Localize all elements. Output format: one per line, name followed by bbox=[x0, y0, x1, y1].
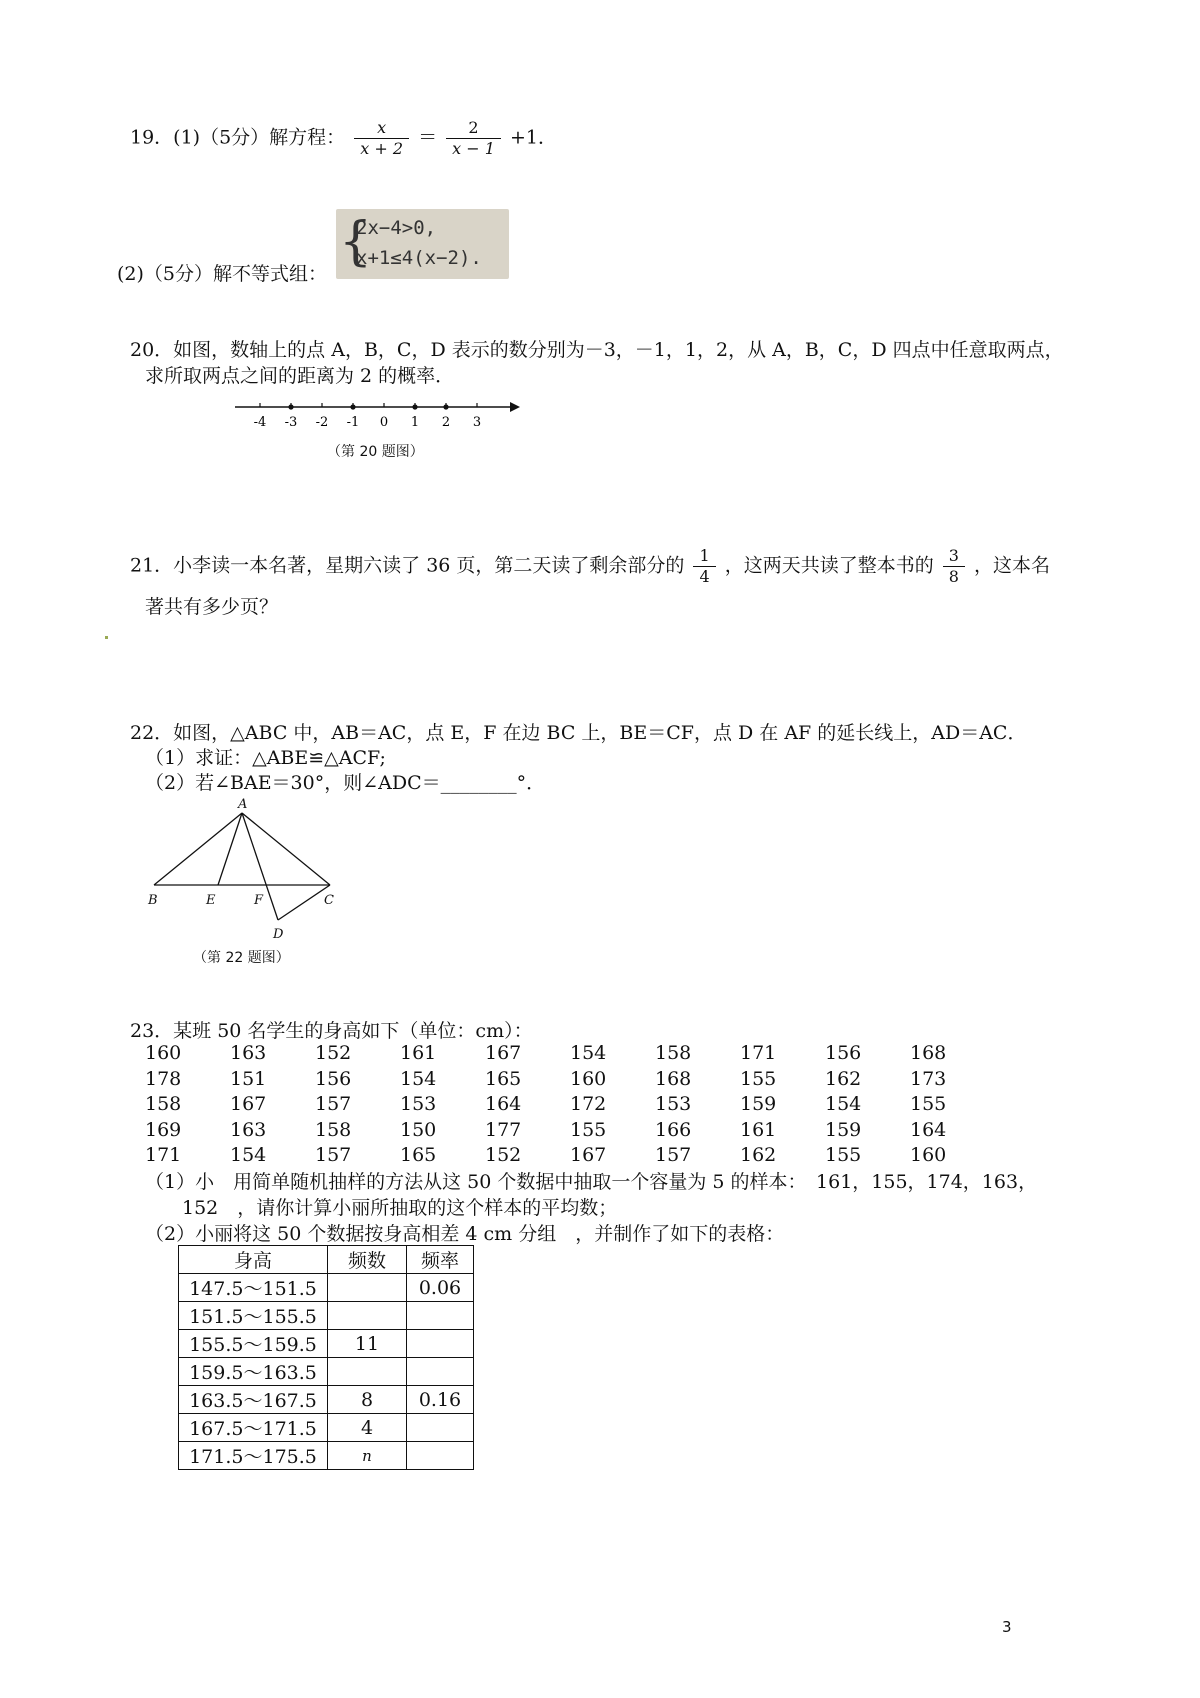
q19-tail: +1． bbox=[509, 126, 557, 149]
data-value: 162 bbox=[825, 1067, 862, 1090]
data-value: 160 bbox=[910, 1144, 947, 1166]
table-row bbox=[179, 1442, 474, 1470]
table-cell: 167.5～171.5 bbox=[179, 1414, 328, 1442]
q22-caption: （第 22 题图） bbox=[193, 950, 290, 966]
height-data-rows bbox=[145, 1041, 995, 1169]
data-value: 153 bbox=[400, 1093, 437, 1115]
tick-label: -4 bbox=[253, 415, 267, 430]
data-value: 160 bbox=[570, 1067, 607, 1090]
data-value: 158 bbox=[315, 1118, 352, 1141]
data-value: 159 bbox=[825, 1118, 862, 1141]
q19-frac1-numerator: x bbox=[354, 118, 409, 139]
data-value: 167 bbox=[230, 1093, 267, 1115]
number-line-arrow-icon bbox=[510, 402, 520, 412]
data-value: 169 bbox=[145, 1118, 182, 1141]
data-value: 155 bbox=[910, 1093, 947, 1115]
data-row bbox=[145, 1118, 995, 1144]
table-cell: 0.06 bbox=[407, 1274, 474, 1302]
brace-icon: { bbox=[339, 212, 373, 272]
data-value: 171 bbox=[145, 1144, 182, 1166]
data-row bbox=[145, 1041, 995, 1067]
q19-frac2-numerator: 2 bbox=[446, 118, 501, 139]
table-cell bbox=[407, 1358, 474, 1386]
data-value: 161 bbox=[400, 1042, 437, 1064]
table-cell: 11 bbox=[328, 1330, 407, 1358]
table-cell: 171.5～175.5 bbox=[179, 1442, 328, 1470]
q21-middle: ，这两天共读了整本书的 bbox=[724, 554, 934, 577]
data-value: 168 bbox=[655, 1067, 692, 1090]
table-cell: 8 bbox=[328, 1386, 407, 1414]
data-value: 167 bbox=[570, 1144, 607, 1166]
frequency-table-body bbox=[179, 1274, 474, 1470]
q21-frac2-denominator: 8 bbox=[948, 567, 959, 586]
data-value: 165 bbox=[485, 1067, 522, 1090]
segment-ae bbox=[218, 813, 242, 885]
table-row bbox=[179, 1386, 474, 1414]
q21-frac1-denominator: 4 bbox=[699, 567, 710, 586]
table-cell bbox=[407, 1330, 474, 1358]
table-row bbox=[179, 1302, 474, 1330]
q19-part1 bbox=[130, 118, 557, 159]
header-height: 身高 bbox=[179, 1246, 328, 1274]
table-cell: 4 bbox=[328, 1414, 407, 1442]
q22-line3: （2）若∠BAE＝30°，则∠ADC＝________°． bbox=[145, 772, 546, 794]
q21-line1 bbox=[130, 546, 1050, 587]
table-cell bbox=[407, 1302, 474, 1330]
data-value: 164 bbox=[910, 1118, 947, 1141]
label-a: A bbox=[238, 797, 248, 812]
tick-label: 0 bbox=[379, 415, 389, 430]
tick-label: -2 bbox=[315, 415, 329, 430]
speck-mark bbox=[105, 636, 108, 639]
data-row bbox=[145, 1092, 995, 1118]
tick-label: 3 bbox=[472, 415, 482, 430]
q20-line1: 20．如图，数轴上的点 A，B，C，D 表示的数分别为－3，－1，1，2，从 A，B，C，D 四点中任意取两点， bbox=[130, 339, 1064, 361]
table-cell: 147.5～151.5 bbox=[179, 1274, 328, 1302]
data-value: 157 bbox=[655, 1144, 692, 1166]
data-value: 153 bbox=[655, 1093, 692, 1115]
table-row bbox=[179, 1358, 474, 1386]
data-value: 166 bbox=[655, 1118, 692, 1141]
tick-label: 2 bbox=[441, 415, 451, 430]
frequency-table bbox=[178, 1245, 474, 1470]
data-value: 163 bbox=[230, 1118, 267, 1141]
data-value: 154 bbox=[400, 1067, 437, 1090]
tick-label: -3 bbox=[284, 415, 298, 430]
q19-fraction-2 bbox=[446, 118, 501, 159]
table-row bbox=[179, 1414, 474, 1442]
q19-part1-prefix: 19．(1)（5分）解方程： bbox=[130, 126, 346, 149]
table-cell: 0.16 bbox=[407, 1386, 474, 1414]
inequality-system-image bbox=[336, 209, 509, 279]
q23-part1-line2: 152 ，请你计算小丽所抽取的这个样本的平均数； bbox=[182, 1197, 618, 1219]
ineq-line-1: 2x−4>0, bbox=[356, 217, 437, 239]
table-cell bbox=[328, 1358, 407, 1386]
data-value: 150 bbox=[400, 1118, 437, 1141]
label-d: D bbox=[273, 927, 284, 942]
data-value: 178 bbox=[145, 1067, 182, 1090]
table-cell bbox=[328, 1274, 407, 1302]
point-dot bbox=[288, 404, 293, 409]
q19-frac1-denominator: x + 2 bbox=[360, 139, 404, 158]
page-number: 3 bbox=[1002, 1618, 1012, 1636]
q20-caption: （第 20 题图） bbox=[327, 444, 424, 460]
q19-equals: ＝ bbox=[418, 126, 438, 149]
data-row bbox=[145, 1067, 995, 1093]
q21-frac2-numerator: 3 bbox=[943, 546, 965, 567]
tick-label: 1 bbox=[410, 415, 420, 430]
q21-frac1-numerator: 1 bbox=[693, 546, 715, 567]
data-value: 158 bbox=[145, 1093, 182, 1115]
data-value: 155 bbox=[570, 1118, 607, 1141]
point-dot bbox=[350, 404, 355, 409]
data-value: 154 bbox=[570, 1042, 607, 1064]
data-value: 160 bbox=[145, 1042, 182, 1064]
data-value: 163 bbox=[230, 1042, 267, 1064]
table-cell bbox=[407, 1442, 474, 1470]
data-value: 162 bbox=[740, 1144, 777, 1166]
table-cell bbox=[407, 1414, 474, 1442]
q20-line2: 求所取两点之间的距离为 2 的概率． bbox=[145, 365, 455, 387]
data-value: 159 bbox=[740, 1093, 777, 1115]
data-value: 168 bbox=[910, 1042, 947, 1064]
q19-fraction-1 bbox=[354, 118, 409, 159]
data-value: 158 bbox=[655, 1042, 692, 1064]
data-value: 161 bbox=[740, 1118, 777, 1141]
data-value: 167 bbox=[485, 1042, 522, 1064]
table-cell bbox=[328, 1302, 407, 1330]
table-row bbox=[179, 1274, 474, 1302]
q22-line2: （1）求证：△ABE≌△ACF; bbox=[145, 747, 386, 769]
data-value: 152 bbox=[315, 1042, 352, 1064]
triangle-figure bbox=[140, 795, 360, 945]
data-value: 173 bbox=[910, 1067, 947, 1090]
label-e: E bbox=[206, 893, 216, 908]
data-value: 164 bbox=[485, 1093, 522, 1115]
data-value: 157 bbox=[315, 1093, 352, 1115]
table-cell: 155.5～159.5 bbox=[179, 1330, 328, 1358]
segment-ac bbox=[242, 813, 330, 885]
data-value: 151 bbox=[230, 1067, 267, 1090]
table-header-row bbox=[179, 1246, 474, 1274]
ineq-line-2: x+1≤4(x−2). bbox=[356, 247, 482, 269]
data-value: 155 bbox=[740, 1067, 777, 1090]
header-count: 频数 bbox=[328, 1246, 407, 1274]
number-line-figure bbox=[230, 395, 530, 435]
header-frequency: 频率 bbox=[407, 1246, 474, 1274]
table-row bbox=[179, 1330, 474, 1358]
data-value: 172 bbox=[570, 1093, 607, 1115]
table-cell: n bbox=[328, 1442, 407, 1470]
data-row bbox=[145, 1143, 995, 1169]
q22-line1: 22．如图，△ABC 中，AB＝AC，点 E，F 在边 BC 上，BE＝CF，点 D 在 AF 的延长线上，AD＝AC． bbox=[130, 722, 1027, 744]
q21-line2: 著共有多少页？ bbox=[145, 596, 279, 618]
data-value: 157 bbox=[315, 1144, 352, 1166]
label-c: C bbox=[324, 893, 334, 908]
data-value: 155 bbox=[825, 1144, 862, 1166]
data-value: 165 bbox=[400, 1144, 437, 1166]
segment-dc bbox=[278, 885, 330, 920]
q21-suffix: ，这本名 bbox=[974, 554, 1051, 577]
q23-title: 23．某班 50 名学生的身高如下（单位：cm）： bbox=[130, 1020, 533, 1042]
tick-label: -1 bbox=[346, 415, 360, 430]
q19-frac2-denominator: x − 1 bbox=[452, 139, 495, 158]
data-value: 171 bbox=[740, 1042, 777, 1064]
data-value: 156 bbox=[315, 1067, 352, 1090]
q21-fraction-1 bbox=[693, 546, 715, 587]
data-value: 152 bbox=[485, 1144, 522, 1166]
data-value: 177 bbox=[485, 1118, 522, 1141]
q19-part2-label: (2)（5分）解不等式组： bbox=[117, 263, 328, 285]
q21-prefix: 21．小李读一本名著，星期六读了 36 页，第二天读了剩余部分的 bbox=[130, 554, 685, 577]
segment-ab bbox=[154, 813, 242, 885]
table-cell: 151.5～155.5 bbox=[179, 1302, 328, 1330]
label-b: B bbox=[148, 893, 158, 908]
data-value: 156 bbox=[825, 1042, 862, 1064]
point-dot bbox=[443, 404, 448, 409]
point-dot bbox=[412, 404, 417, 409]
table-cell: 163.5～167.5 bbox=[179, 1386, 328, 1414]
q21-fraction-2 bbox=[943, 546, 965, 587]
table-cell: 159.5～163.5 bbox=[179, 1358, 328, 1386]
q23-part1-line1: （1）小 用简单随机抽样的方法从这 50 个数据中抽取一个容量为 5 的样本： 161，155，174，163， bbox=[145, 1171, 1038, 1193]
data-value: 154 bbox=[230, 1144, 267, 1166]
q23-part2: （2）小丽将这 50 个数据按身高相差 4 cm 分组 ，并制作了如下的表格： bbox=[145, 1223, 785, 1245]
label-f: F bbox=[254, 893, 264, 908]
data-value: 154 bbox=[825, 1093, 862, 1115]
